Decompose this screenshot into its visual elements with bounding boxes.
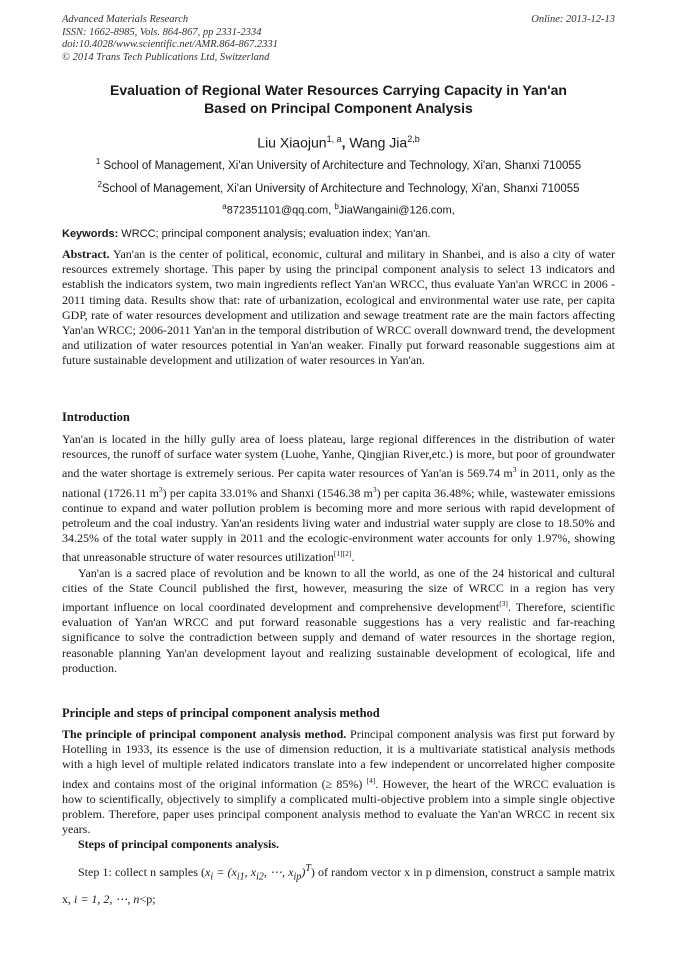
introduction-para-2 <box>62 566 615 676</box>
author-1-name: Liu Xiaojun <box>257 134 327 151</box>
principle-p1-b: . However, the heart of the WRCC evaluation is how to scientifically, objectively to simplify a complicated multi-objective problem into a simple single objective problem. Therefore, paper uses principal component analysis method to evaluate the Yan'an WRCC in recent six years. <box>62 776 616 837</box>
author-1-sup: 1, a <box>326 134 342 144</box>
abstract <box>62 247 615 369</box>
affiliation-2-text: School of Management, Xi'an University of Architecture and Technology, Xi'an, Shanxi 710055 <box>101 182 580 195</box>
principle-heading: Principle and steps of principal component analysis method <box>62 706 380 720</box>
email-a: 872351101@qq.com, <box>226 204 335 217</box>
doi-line: doi:10.4028/www.scientific.net/AMR.864-867.2331 <box>62 39 278 50</box>
principle-para-1 <box>62 727 615 837</box>
author-2-name: Wang Jia <box>349 134 408 151</box>
affiliation-1-text: School of Management, Xi'an University of Architecture and Technology, Xi'an, Shanxi 710055 <box>100 159 582 172</box>
citation-1-2: [1][2] <box>333 549 352 559</box>
introduction-body <box>62 432 615 676</box>
introduction-heading: Introduction <box>62 410 130 424</box>
introduction-para-1 <box>62 432 615 566</box>
citation-4: [4] <box>366 775 376 785</box>
step-1-index: i = 1, 2, ⋯, n <box>74 892 140 907</box>
online-date: Online: 2013-12-13 <box>531 14 615 25</box>
intro-p1-d: ) per capita 36.48%; while, wastewater emissions continue to expand and water pollution problem is becoming more and more serious with rapid development of petroleum and the coal industry. Yan'an residents living water and industrial water supply are close to 18.50% and 34.25% of the total water supply in 2011 and the ecologic-environment water accounts for only 1.97%, showing that unreasonable structure of water resources utilization <box>62 485 615 565</box>
title-line-1: Evaluation of Regional Water Resources Carrying Capacity in Yan'an <box>110 82 567 98</box>
affiliation-2-num: 2 <box>97 180 102 189</box>
intro-p1-a: Yan'an is located in the hilly gully area of loess plateau, large regional differences in the distribution of water resources, the runoff of surface water system (Luohe, Yanhe, Qingjian River,etc.) is more, but poor of groundwater and the water shortage is extremely serious. Per capita water resources of Yan'an is 569.74 m <box>62 432 615 481</box>
step-1-b: ) of random vector x in p dimension, construct a sample matrix x, <box>62 864 616 907</box>
affiliation-2 <box>62 178 615 196</box>
principle-p1-a: Principal component analysis was first put forward by Hotelling in 1933, its essence is the use of dimension reduction, it is a multivariate statistical analysis methods with a high level of multiple related indicators translate into a few independent or uncorrelated higher composite index and contains most of the original information (≥ 85%) <box>62 727 615 791</box>
email-b-sup: b <box>334 202 339 211</box>
email-a-sup: a <box>222 202 227 211</box>
abstract-label: Abstract. <box>62 247 110 261</box>
intro-p2-a: Yan'an is a sacred place of revolution and be known to all the world, as one of the 24 historical and cultural cities of the State Council published the first, however, measuring the size of WRCC in a region has very important influence on local coordinated development and comprehensive development <box>62 565 615 615</box>
affiliation-1 <box>62 155 615 173</box>
journal-name: Advanced Materials Research <box>62 14 189 25</box>
author-separator: , <box>341 134 350 151</box>
author-list <box>62 130 615 152</box>
citation-3: [3] <box>499 599 508 609</box>
step-1-end: <p; <box>139 892 156 907</box>
keywords-text: WRCC; principal component analysis; evaluation index; Yan'an. <box>118 228 431 240</box>
email-b: JiaWangaini@126.com, <box>338 204 455 217</box>
step-1-a: Step 1: collect n samples ( <box>78 864 206 879</box>
paper-title <box>62 81 615 117</box>
journal-header <box>62 14 615 64</box>
intro-p2-b: . Therefore, scientific evaluation of Yan'an WRCC and put forward reasonable suggestions has a very realistic and far-reaching significance to solve the contradiction between supply and demand of water resources in the shortage region, reasonable planning Yan'an development layout and realizing sustainable development of ecological, life and production. <box>62 600 615 675</box>
issn-line: ISSN: 1662-8985, Vols. 864-867, pp 2331-2334 <box>62 26 262 38</box>
steps-heading: Steps of principal components analysis. <box>78 837 280 852</box>
step-1-para <box>62 858 615 910</box>
sup-cubic-1: 3 <box>512 465 517 475</box>
intro-p1-b: in 2011, only as the national (1726.11 m <box>62 466 615 500</box>
author-emails <box>62 200 615 218</box>
sup-cubic-3: 3 <box>372 484 377 494</box>
author-2-sup: 2,b <box>407 134 420 144</box>
copyright-line: © 2014 Trans Tech Publications Ltd, Switzerland <box>62 51 270 63</box>
affiliation-1-num: 1 <box>95 157 101 166</box>
principle-body <box>62 727 615 910</box>
sup-cubic-2: 3 <box>158 484 163 494</box>
step-1-formula: $x_i = (x_{i1}$, $x_{i2}$, ⋯, $x_{ip})^T$ <box>205 862 311 883</box>
steps-heading-para <box>62 837 615 852</box>
abstract-text: Yan'an is the center of political, economic, cultural and military in Shanbei, and is also a city of water resources extremely shortage. This paper by using the principal component analysis to select 13 indicators and establish the indicators system, two main ingredients reflect Yan'an WRCC, thus evaluate Yan'an WRCC in 2006 - 2011 timing data. Results show that: rate of urbanization, ecological and environmental water use rate, per capita GDP, rate of water resources development and utilization and sewage treatment rate are the main factors affecting Yan'an WRCC; 2006-2011 Yan'an in the temporal distribution of WRCC overall downward trend, the development and utilization of water resources potential in Yan'an weaker. Finally put forward reasonable suggestions aim at future sustainable development and utilization of water resources in Yan'an. <box>62 247 615 368</box>
intro-p1-c: ) per capita 33.01% and Shanxi (1546.38 m <box>162 485 373 500</box>
title-line-2: Based on Principal Component Analysis <box>204 100 473 116</box>
keywords-label: Keywords: <box>62 228 119 240</box>
keywords <box>62 227 615 241</box>
principle-label: The principle of principal component analysis method. <box>62 727 347 741</box>
intro-p1-end: . <box>351 550 355 565</box>
